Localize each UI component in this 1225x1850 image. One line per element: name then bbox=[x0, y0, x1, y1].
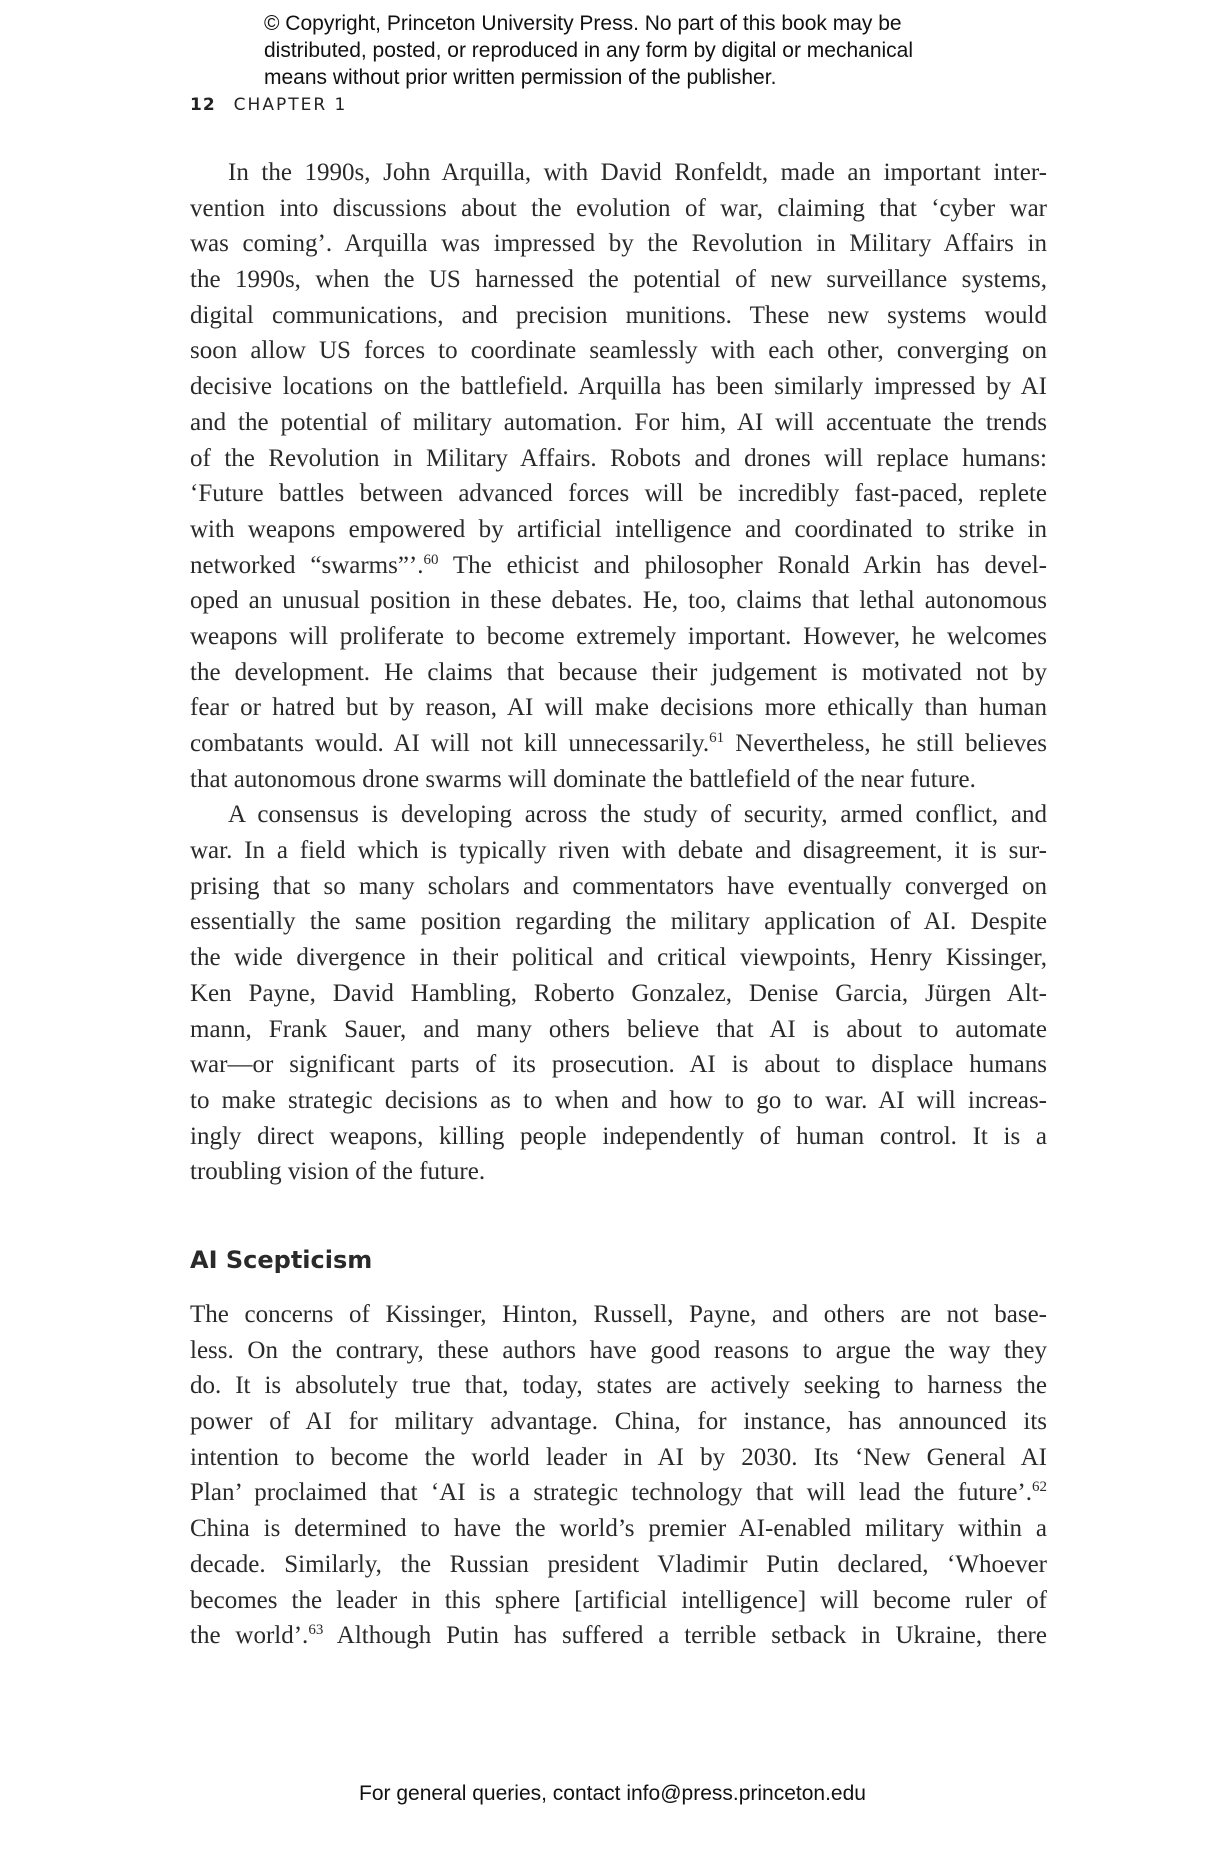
paragraph-line bbox=[190, 619, 1047, 655]
paragraph-line bbox=[190, 548, 1047, 584]
line-text: soon allow US forces to coordinate seamlessly with each other, converging on bbox=[190, 337, 1047, 365]
paragraph-line bbox=[190, 1333, 1047, 1369]
page-number: 12 bbox=[190, 95, 216, 115]
paragraph-line bbox=[190, 512, 1047, 548]
paragraph-line bbox=[190, 226, 1047, 262]
line-text: mann, Frank Sauer, and many others believe that AI is about to automate bbox=[190, 1015, 1047, 1043]
line-text: In the 1990s, John Arquilla, with David Ronfeldt, made an important inter- bbox=[228, 159, 1047, 186]
line-text: becomes the leader in this sphere [artificial intelligence] will become ruler of bbox=[190, 1586, 1047, 1614]
paragraph-line bbox=[190, 1119, 1047, 1155]
paragraph-line bbox=[190, 1083, 1047, 1119]
line-text: fear or hatred but by reason, AI will make decisions more ethically than human bbox=[190, 694, 1047, 722]
paragraph-line bbox=[190, 1618, 1047, 1654]
paragraph-line bbox=[190, 369, 1047, 405]
paragraph-line bbox=[190, 1440, 1047, 1476]
line-text: war. In a field which is typically riven with debate and disagreement, it is sur- bbox=[190, 837, 1047, 865]
paragraph-line bbox=[190, 762, 1047, 798]
paragraph-line bbox=[190, 833, 1047, 869]
line-text: Nevertheless, he still believes bbox=[724, 730, 1047, 757]
paragraph-line bbox=[190, 1404, 1047, 1440]
line-text: to make strategic decisions as to when and how to go to war. AI will increas- bbox=[190, 1086, 1047, 1114]
line-text: Ken Payne, David Hambling, Roberto Gonzalez, Denise Garcia, Jürgen Alt- bbox=[190, 979, 1047, 1007]
paragraph-line bbox=[190, 690, 1047, 726]
footnote-marker[interactable]: 62 bbox=[1032, 1479, 1047, 1496]
line-text: the world’. bbox=[190, 1622, 309, 1650]
line-text: of the Revolution in Military Affairs. Robots and drones will replace humans: bbox=[190, 444, 1047, 472]
paragraph-line bbox=[190, 904, 1047, 940]
paragraph-line bbox=[190, 1012, 1047, 1048]
paragraph-line bbox=[190, 262, 1047, 298]
line-text: do. It is absolutely true that, today, states are actively seeking to harness the bbox=[190, 1372, 1047, 1400]
paragraph-line bbox=[190, 476, 1047, 512]
line-text: The concerns of Kissinger, Hinton, Russell, Payne, and others are not base- bbox=[190, 1301, 1047, 1328]
paragraph-line bbox=[190, 298, 1047, 334]
line-text: networked “swarms”’. bbox=[190, 551, 424, 579]
line-text: the 1990s, when the US harnessed the potential of new surveillance systems, bbox=[190, 266, 1047, 294]
footnote-marker[interactable]: 63 bbox=[308, 1622, 324, 1639]
paragraph-line bbox=[190, 1368, 1047, 1404]
line-text: The ethicist and philosopher Ronald Arkin has devel- bbox=[438, 551, 1047, 579]
paragraph-line bbox=[190, 333, 1047, 369]
line-text: A consensus is developing across the study of security, armed conflict, and bbox=[228, 801, 1047, 829]
line-text: Plan’ proclaimed that ‘AI is a strategic technology that will lead the future’. bbox=[190, 1479, 1032, 1507]
paragraph-line bbox=[190, 441, 1047, 477]
section-heading: AI Scepticism bbox=[190, 1246, 373, 1274]
line-text: was coming’. Arquilla was impressed by the Revolution in Military Affairs in bbox=[190, 230, 1047, 258]
copyright-line: © Copyright, Princeton University Press. No part of this book may be bbox=[264, 12, 902, 35]
line-text: the wide divergence in their political and critical viewpoints, Henry Kissinger, bbox=[190, 944, 1047, 972]
paragraph-line bbox=[190, 405, 1047, 441]
chapter-label: CHAPTER 1 bbox=[233, 95, 348, 115]
line-text: ‘Future battles between advanced forces will be incredibly fast-paced, replete bbox=[190, 480, 1047, 508]
paragraph-line bbox=[190, 940, 1047, 976]
line-text: vention into discussions about the evolution of war, claiming that ‘cyber war bbox=[190, 194, 1047, 222]
body-text-bottom bbox=[190, 1297, 1047, 1654]
line-text: China is determined to have the world’s premier AI-enabled military within a bbox=[190, 1515, 1047, 1543]
paragraph-line bbox=[190, 976, 1047, 1012]
paragraph-line bbox=[190, 583, 1047, 619]
paragraph-line bbox=[190, 1547, 1047, 1583]
paragraph-line bbox=[190, 1297, 1047, 1333]
line-text: power of AI for military advantage. China, for instance, has announced its bbox=[190, 1408, 1047, 1436]
footnote-marker[interactable]: 61 bbox=[709, 730, 725, 746]
paragraph-line bbox=[190, 726, 1047, 762]
paragraph-line bbox=[190, 1511, 1047, 1547]
paragraph-line bbox=[190, 1475, 1047, 1511]
line-text: digital communications, and precision munitions. These new systems would bbox=[190, 301, 1047, 329]
copyright-line: means without prior written permission of the publisher. bbox=[264, 66, 777, 89]
paragraph-line bbox=[190, 655, 1047, 691]
paragraph-line bbox=[190, 155, 1047, 191]
line-text: ingly direct weapons, killing people independently of human control. It is a bbox=[190, 1122, 1047, 1150]
copyright-line: distributed, posted, or reproduced in any form by digital or mechanical bbox=[264, 39, 914, 62]
paragraph-line bbox=[190, 191, 1047, 227]
body-text-top bbox=[190, 155, 1047, 1190]
line-text: troubling vision of the future. bbox=[190, 1158, 486, 1186]
line-text: prising that so many scholars and commentators have eventually converged on bbox=[190, 872, 1047, 900]
line-text: and the potential of military automation. For him, AI will accentuate the trends bbox=[190, 408, 1047, 436]
line-text: that autonomous drone swarms will dominate the battlefield of the near future. bbox=[190, 765, 976, 793]
paragraph-line bbox=[190, 1583, 1047, 1619]
running-head bbox=[190, 95, 347, 115]
line-text: decade. Similarly, the Russian president Vladimir Putin declared, ‘Whoever bbox=[190, 1550, 1047, 1578]
line-text: decisive locations on the battlefield. Arquilla has been similarly impressed by AI bbox=[190, 373, 1047, 401]
line-text: essentially the same position regarding the military application of AI. Despite bbox=[190, 908, 1047, 936]
paragraph-line bbox=[190, 797, 1047, 833]
line-text: the development. He claims that because their judgement is motivated not by bbox=[190, 658, 1047, 686]
footer-contact: For general queries, contact info@press.princeton.edu bbox=[359, 1782, 866, 1805]
paragraph-line bbox=[190, 1047, 1047, 1083]
line-text: intention to become the world leader in AI by 2030. Its ‘New General AI bbox=[190, 1443, 1047, 1471]
footnote-marker[interactable]: 60 bbox=[423, 551, 439, 568]
line-text: combatants would. AI will not kill unnecessarily. bbox=[190, 730, 710, 757]
paragraph-line bbox=[190, 1154, 1047, 1190]
line-text: Although Putin has suffered a terrible setback in Ukraine, there bbox=[323, 1622, 1047, 1650]
line-text: less. On the contrary, these authors have good reasons to argue the way they bbox=[190, 1336, 1047, 1364]
line-text: war—or significant parts of its prosecution. AI is about to displace humans bbox=[190, 1051, 1047, 1079]
line-text: weapons will proliferate to become extremely important. However, he welcomes bbox=[190, 622, 1047, 650]
copyright-notice bbox=[264, 10, 913, 91]
line-text: with weapons empowered by artificial intelligence and coordinated to strike in bbox=[190, 515, 1047, 543]
line-text: oped an unusual position in these debates. He, too, claims that lethal autonomous bbox=[190, 587, 1047, 615]
paragraph-line bbox=[190, 869, 1047, 905]
